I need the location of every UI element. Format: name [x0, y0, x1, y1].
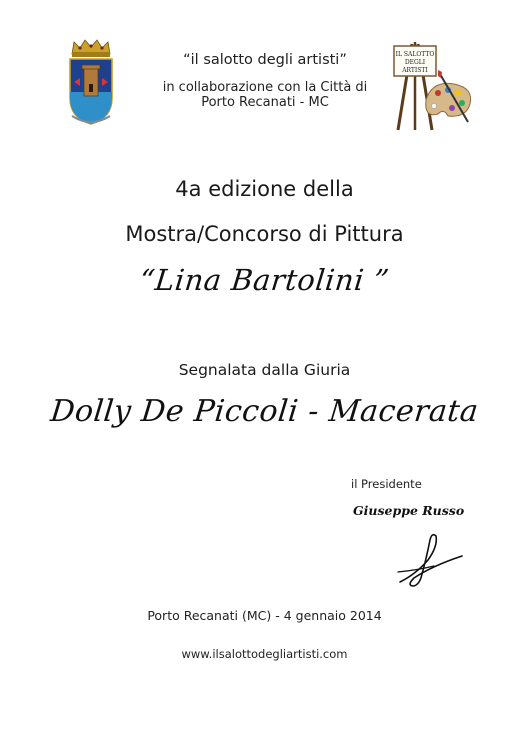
event-title: Mostra/Concorso di Pittura [125, 222, 404, 246]
organizer-name: “il salotto degli artisti” [183, 52, 347, 68]
place-date: Porto Recanati (MC) - 4 gennaio 2014 [147, 608, 382, 623]
easel-palette-icon [388, 38, 474, 132]
signatory-name: Giuseppe Russo [353, 503, 465, 518]
website-url: www.ilsalottodegliartisti.com [181, 647, 348, 661]
edition-line: 4a edizione della [175, 177, 354, 201]
svg-text:DEGLI: DEGLI [404, 59, 426, 66]
award-label: Segnalata dalla Giuria [178, 361, 351, 379]
svg-text:IL SALOTTO: IL SALOTTO [395, 51, 435, 58]
collaboration-line-1: in collaborazione con la Città di [162, 80, 368, 95]
signatory-role: il Presidente [351, 477, 422, 491]
prize-name: “Lina Bartolini ” [138, 263, 391, 297]
collaboration-line-2: Porto Recanati - MC [201, 95, 329, 110]
svg-text:ARTISTI: ARTISTI [402, 67, 428, 74]
recipient-name: Dolly De Piccoli - Macerata [48, 394, 481, 429]
municipal-crest-icon [66, 38, 116, 128]
handwritten-signature-icon [392, 530, 464, 588]
